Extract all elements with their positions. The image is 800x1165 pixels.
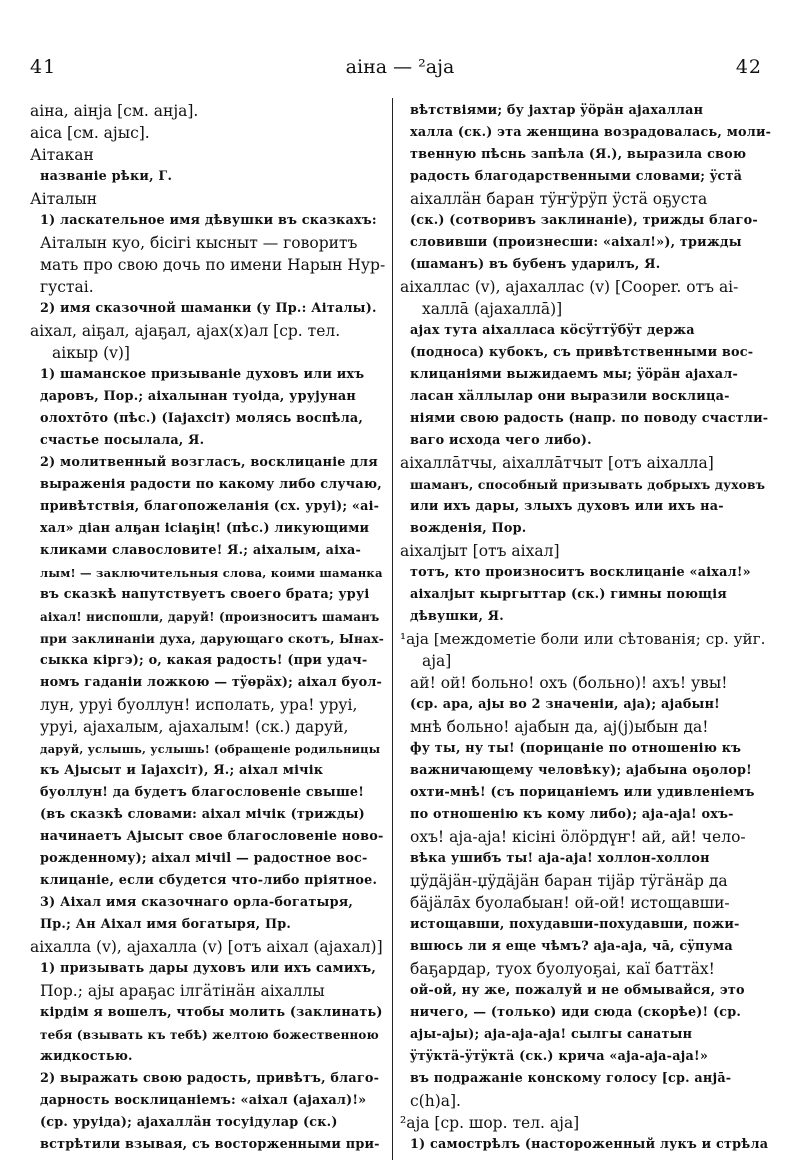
text-line: лым! — заключительныя слова, коими шаманка	[40, 566, 383, 580]
text-line: радость благодарственными словами; ÿстä	[410, 169, 743, 184]
text-line: дарность восклицаніемъ: «аіхал (ајахал)!»	[40, 1093, 367, 1108]
text-line: аіхалла (v), ајахалла (v) [отъ аіхал (ајахал)]	[30, 938, 383, 956]
text-line: въ подражаніе конскому голосу [ср. анјā-	[410, 1071, 732, 1086]
text-line: начинаетъ Ајысыт свое благословеніе ново-	[40, 829, 384, 844]
text-line: шаманъ, способный призывать добрыхъ духовъ	[410, 478, 766, 492]
text-line: (шаманъ) въ бубенъ ударилъ, Я.	[410, 257, 661, 272]
text-line: 1) самострѣлъ (настороженный лукъ и стрѣла	[410, 1137, 769, 1152]
text-line: халла (ск.) эта женщина возрадовалась, моли-	[410, 125, 772, 140]
text-line: вшюсь ли я еще чѣмъ? аја-аја, чā, сÿпума	[410, 939, 733, 954]
text-line: охъ! аја-аја! кісіні öлöрдүҥ! ай, ай! чело-	[410, 828, 746, 846]
text-line: вожденія, Пор.	[410, 521, 527, 536]
left-page-number: 41	[30, 56, 57, 78]
text-line: мнѣ больно! ајабын да, ај(ј)ыбын да!	[410, 718, 709, 736]
text-line: кликами славословите! Я.; аіхалым, аіха-	[40, 543, 362, 558]
text-line: ласан хäллылар они выразили восклица-	[410, 389, 730, 404]
text-line: Пр.; Ан Аіхал имя богатыря, Пр.	[40, 917, 292, 932]
text-line: названіе рѣки, Г.	[40, 169, 173, 184]
text-line: 1) призывать дары духовъ или ихъ самихъ,	[40, 961, 377, 976]
text-line: 2) молитвенный возгласъ, восклицаніе для	[40, 455, 378, 470]
text-line: аја]	[422, 652, 452, 670]
text-line: ÿтÿктä-ÿтÿктä (ск.) крича «аја-аја-аја!»	[410, 1049, 709, 1064]
text-line: при заклинаніи духа, дарующаго скотъ, Ынах-	[40, 632, 384, 646]
text-line: къ Ајысыт и Іајахсіт), Я.; аіхал мічік	[40, 763, 324, 778]
text-line: мать про свою дочь по имени Нарын Нур-	[40, 256, 386, 274]
page-header	[0, 56, 800, 86]
text-line: 1) ласкательное имя дѣвушки въ сказкахъ:	[40, 213, 377, 228]
text-line: 3) Аіхал имя сказочнаго орла-богатыря,	[40, 895, 354, 910]
text-line: дѣвушки, Я.	[410, 609, 504, 624]
text-line: ајы-ајы); аја-аја-аја! сылгы санатын	[410, 1027, 693, 1042]
text-line: встрѣтили взывая, съ восторженными при-	[40, 1137, 380, 1152]
text-line: привѣтствія, благопожеланія (сх. уруі); «аі-	[40, 499, 380, 514]
text-line: словивши (произнесши: «аіхал!»), трижды	[410, 235, 742, 250]
text-line: вѣтствіями; бу јахтар ÿöрäн ајахаллан	[410, 103, 704, 118]
text-line: аіхал, аіҕал, ајаҕал, ајах(х)ал [ср. тел.	[30, 322, 341, 340]
text-line: халлā (ајахаллā)]	[422, 300, 563, 318]
text-line: ²аја [ср. шор. тел. аја]	[400, 1114, 580, 1132]
text-line: аіхал! ниспошли, даруй! (произноситъ шаманъ	[40, 610, 380, 624]
text-line: џÿдäјäн-џÿдäјäн баран тіjäр тÿгäнäр да	[410, 872, 728, 890]
text-line: ай! ой! больно! охъ (больно)! ахъ! увы!	[410, 674, 728, 692]
text-line: клицаніе, если сбудется что-либо пріятное.	[40, 873, 378, 888]
text-line: бäјäлāх буолабыан! ой-ой! истощавши-	[410, 894, 730, 912]
text-line: твенную пѣснь запѣла (Я.), выразила свою	[410, 147, 747, 162]
text-line: Аітакан	[30, 146, 94, 164]
text-line: ваго исхода чего либо).	[410, 433, 592, 448]
text-line: Пор.; ајы араҕас ілгäтінäн аіхаллы	[40, 982, 325, 1000]
text-line: рожденному); аіхал мічіl — радостное вос-	[40, 851, 368, 866]
text-line: (подноса) кубокъ, съ привѣтственными вос-	[410, 345, 754, 360]
text-line: (ск.) (сотворивъ заклинаніе), трижды благо-	[410, 213, 758, 228]
text-line: важничающему человѣку); ајабына оҕолор!	[410, 763, 752, 778]
text-line: 2) выражать свою радость, привѣтъ, благо-	[40, 1071, 380, 1086]
text-line: густаі.	[40, 278, 94, 296]
text-line: вѣка ушибъ ты! аја-аја! холлон-холлон	[410, 851, 710, 866]
text-line: тотъ, кто произноситъ восклицаніе «аіхал!»	[410, 565, 751, 580]
text-line: аіна, аінја [см. анја].	[30, 102, 199, 120]
text-line: счастье посылала, Я.	[40, 433, 205, 448]
text-line: аіхаллас (v), ајахаллас (v) [Cooper. отъ аі-	[400, 278, 739, 296]
text-line: аіхаллāтчы, аіхаллāтчыт [отъ аіхалла]	[400, 454, 714, 472]
running-head: аіна — ²аја	[345, 56, 455, 78]
text-line: клицаніями выжидаемъ мы; ÿöрäн ајахал-	[410, 367, 738, 382]
text-line: въ сказкѣ напутствуетъ своего брата; уруі	[40, 587, 370, 602]
text-line: баҕардар, туох буолуоҕаі, кaї баттäх!	[410, 960, 715, 978]
text-line: ничего, — (только) иди сюда (скорѣе)! (ср.	[410, 1005, 742, 1020]
text-line: буоллун! да будетъ благословеніе свыше!	[40, 785, 365, 800]
text-line: ой-ой, ну же, пожалуй и не обмывайся, это	[410, 983, 745, 998]
text-line: номъ гаданіи ложкою — тÿөрäх); аіхал буол-	[40, 675, 383, 690]
text-line: (ср. ара, ајы во 2 значеніи, аја); ајабын!	[410, 697, 720, 712]
text-line: даруй, услышь, услышь! (обращеніе родильницы	[40, 742, 381, 756]
text-line: (ср. уруіда); ајахаллäн тосуідулар (ск.)	[40, 1115, 338, 1130]
text-line: лун, уруі буоллун! исполать, ура! уруі,	[40, 696, 358, 714]
text-line: олохтōто (пѣс.) (Іајахсіт) молясь воспѣла,	[40, 411, 364, 426]
text-line: охти-мнѣ! (съ порицаніемъ или удивленіемъ	[410, 785, 755, 800]
text-line: истощавши, похудавши-похудавши, пожи-	[410, 917, 740, 932]
text-line: ніями свою радость (напр. по поводу счастли-	[410, 411, 769, 426]
text-line: Аіталын куо, бісігі кысныт — говоритъ	[40, 234, 358, 252]
text-line: с(h)а].	[410, 1092, 461, 1110]
right-page-number: 42	[735, 56, 762, 78]
text-line: 2) имя сказочной шаманки (у Пр.: Аіталы).	[40, 301, 377, 316]
text-line: ајах тута аіхалласа кöсÿттÿбÿт держа	[410, 323, 695, 338]
text-line: уруі, ајахалым, ајахалым! (ск.) даруй,	[40, 718, 349, 736]
text-line: хал» діан алҕан ісіаҕің! (пѣс.) ликующими	[40, 521, 370, 536]
text-line: или ихъ дары, злыхъ духовъ или ихъ на-	[410, 499, 724, 514]
text-line: кірдім я вошелъ, чтобы молить (заклинать)	[40, 1005, 383, 1020]
text-line: сыкка кіргэ); о, какая радость! (при удач-	[40, 653, 368, 668]
text-line: даровъ, Пор.; аіхалынан туоіда, урујунан	[40, 389, 356, 404]
text-line: аіхалјыт [отъ аіхал]	[400, 542, 560, 560]
text-line: жидкостью.	[40, 1049, 133, 1064]
text-line: (въ сказкѣ словами: аіхал мічік (трижды)	[40, 807, 365, 822]
text-line: фу ты, ну ты! (порицаніе по отношенію къ	[410, 741, 742, 756]
text-line: аікыр (v)]	[52, 344, 130, 362]
text-line: Аіталын	[30, 190, 98, 208]
text-line: ¹аја [междометіе боли или сѣтованія; ср. уйг.	[400, 630, 766, 648]
column-divider	[392, 98, 393, 1160]
text-line: аіса [см. ајыс].	[30, 124, 150, 142]
text-line: аіхалјыт кыргыттар (ск.) гимны поющія	[410, 587, 727, 602]
text-line: 1) шаманское призываніе духовъ или ихъ	[40, 367, 365, 382]
text-line: аіхаллäн баран тÿҥÿрÿп ÿстä оҕуста	[410, 190, 708, 208]
text-line: по отношенію къ кому либо); аја-аја! охъ-	[410, 807, 734, 822]
text-line: тебя (взывать къ тебѣ) желтою божественною	[40, 1028, 379, 1042]
text-line: выраженія радости по какому либо случаю,	[40, 477, 382, 492]
